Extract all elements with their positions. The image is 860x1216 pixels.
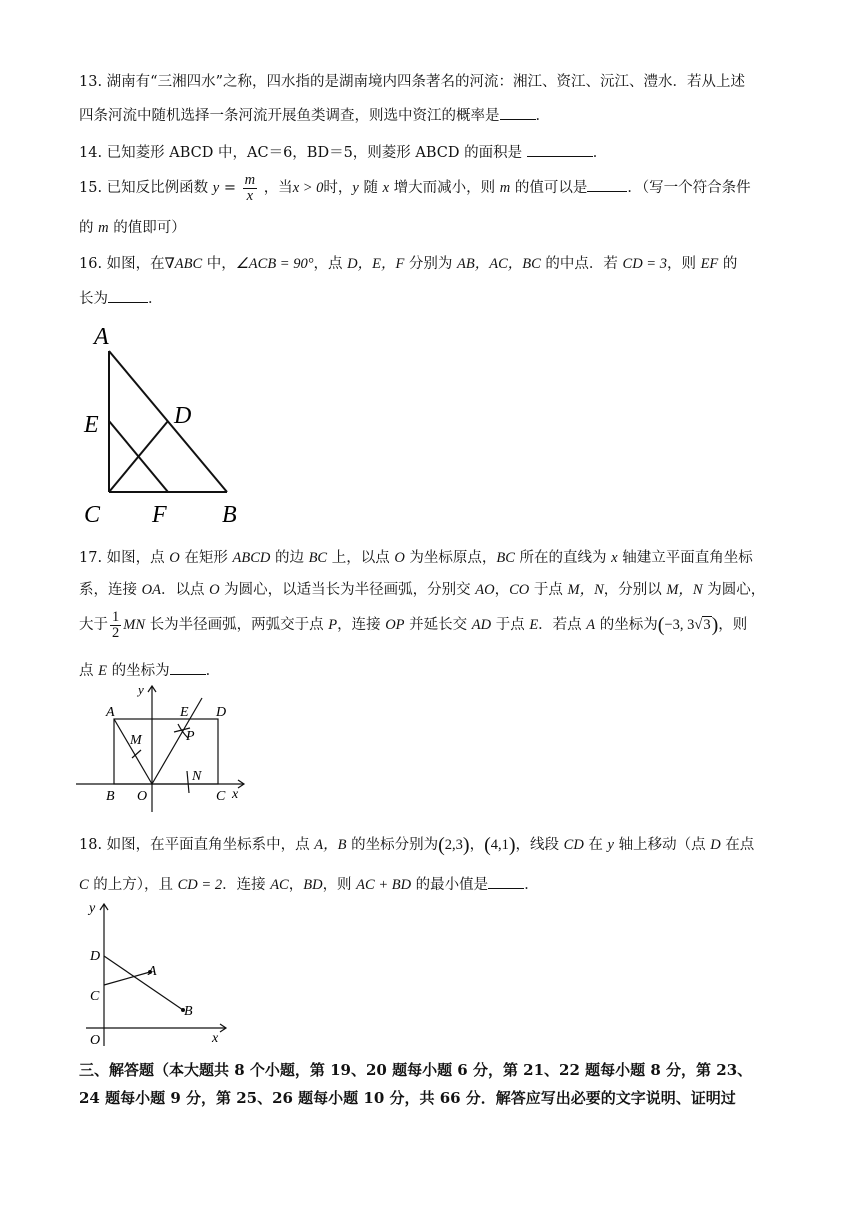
q18-sum: AC + BD	[356, 877, 412, 893]
q16-pts: D，E，F	[347, 256, 405, 272]
q17-o2: O	[394, 550, 405, 566]
label-a: A	[148, 964, 157, 979]
q15-cond: x > 0	[292, 180, 324, 196]
q17-x1: x	[611, 550, 618, 566]
q18-line1e: 轴上移动（点	[613, 837, 711, 853]
q17-line1c: 的边	[270, 550, 309, 566]
q15-end: ．（写一个符合条件	[627, 180, 751, 196]
label-c: C	[90, 989, 100, 1004]
q16-mid2: ，点	[313, 256, 348, 272]
q14-answer-blank	[527, 142, 593, 157]
q17-line1e: 为坐标原点，	[404, 550, 497, 566]
q18-paren-b-open: (	[484, 834, 491, 856]
q17-ad: AD	[471, 617, 492, 633]
q17-line2d: ，	[494, 582, 510, 598]
q15-fraction	[243, 173, 257, 204]
q17-line2	[79, 580, 786, 600]
q17-line2g: 为圆心，	[702, 582, 766, 598]
q17-mn2: M，N	[666, 582, 703, 598]
rectangle-abcd	[114, 719, 218, 784]
q17-coord-a-text: −3, 3	[664, 617, 695, 633]
label-d: D	[216, 705, 227, 720]
q17-line1a: 17. 如图，点	[79, 550, 170, 566]
q16-answer-blank	[108, 288, 148, 303]
label-a: A	[94, 324, 109, 350]
q18-line2f: 的最小值是	[411, 877, 489, 893]
q15-mid1: ，当	[263, 180, 293, 196]
q18-paren-b-close: )	[508, 834, 516, 856]
q15-mid3: 随	[358, 180, 383, 196]
arc-mark-n	[187, 771, 189, 793]
q17-a: A	[586, 617, 596, 633]
q13-line2	[79, 105, 786, 126]
q18-bd: BD	[303, 877, 323, 893]
q17-answer-blank	[170, 660, 206, 675]
label-d: D	[90, 949, 101, 964]
q17-line3	[79, 606, 786, 644]
q14-text: 14. 已知菱形 ABCD 中，AC＝6，BD＝5，则菱形 ABCD 的面积是	[79, 145, 523, 161]
q17-line2e: 于点	[529, 582, 568, 598]
q18-line1	[79, 832, 786, 858]
q16-ef: EF	[700, 256, 719, 272]
q17-line3g: 的坐标为	[595, 617, 658, 633]
q14-line	[79, 142, 786, 163]
q15-mid5: 的值可以是	[510, 180, 588, 196]
q17-bc2: BC	[496, 550, 515, 566]
q17-p: P	[328, 617, 338, 633]
label-b: B	[184, 1004, 193, 1019]
q18-line1f: 在点	[720, 837, 755, 853]
q16-line2: 长为	[79, 291, 108, 307]
q16-tri-symbol: ∇	[164, 256, 175, 272]
q18-ab: A，B	[314, 837, 347, 853]
label-o: O	[90, 1033, 101, 1048]
q18-line2c: ．连接	[222, 877, 271, 893]
label-e: E	[84, 412, 99, 438]
q15-line1	[79, 170, 786, 206]
q17-rectangle-figure	[76, 680, 256, 812]
q17-line1	[79, 548, 786, 568]
q17-line2b: ．以点	[160, 582, 210, 598]
q18-sep: ，	[469, 837, 485, 853]
q18-paren-a-open: (	[438, 834, 445, 856]
q17-line3e: 于点	[491, 617, 530, 633]
label-n: N	[192, 769, 202, 784]
q16-mid4: 的中点．若	[540, 256, 623, 272]
q17-o3: O	[209, 582, 220, 598]
axis-label-y: y	[138, 682, 144, 697]
q15-mv: m	[499, 180, 511, 196]
q17-e: E	[529, 617, 539, 633]
q17-line2a: 系，连接	[79, 582, 142, 598]
q18-coordinate-figure	[86, 898, 236, 1048]
q17-half-num: 1	[112, 608, 120, 625]
q17-line1g: 轴建立平面直角坐标	[617, 550, 753, 566]
q16-mid5: ，则	[666, 256, 701, 272]
q17-e2: E	[98, 663, 107, 679]
q14-end: ．	[592, 145, 608, 161]
q17-line3h: ，则	[718, 617, 748, 633]
label-c: C	[84, 502, 101, 528]
q18-line1b: 的坐标分别为	[346, 837, 439, 853]
q18-line2e: ，则	[322, 877, 357, 893]
q17-coord-a: −3, 3√3	[664, 617, 711, 633]
q17-paren-open: (	[657, 614, 665, 636]
q13-end: ．	[535, 108, 550, 124]
q17-coord-rad: 3	[703, 617, 711, 633]
q13-line1: 13. 湖南有“三湘四水”之称，四水指的是湖南境内四条著名的河流：湘江、资江、沅江、澧水．若从上述	[79, 74, 745, 90]
label-a: A	[106, 705, 115, 720]
q13-line2-text: 四条河流中随机选择一条河流开展鱼类调查，则选中资江的概率是	[79, 108, 500, 124]
q16-cd: CD = 3	[622, 256, 667, 272]
q17-abcd: ABCD	[232, 550, 271, 566]
q17-line3a: 大于	[79, 617, 108, 633]
q18-line1d: 在	[583, 837, 608, 853]
q17-line1b: 在矩形	[179, 550, 233, 566]
q18-ac: AC	[270, 877, 289, 893]
label-m: M	[130, 733, 142, 748]
q16-mid6: 的	[718, 256, 738, 272]
q16-mid3: 分别为	[404, 256, 458, 272]
axis-label-y: y	[89, 901, 96, 916]
q15-frac-den: x	[246, 187, 254, 204]
q16-mid1: 中，	[202, 256, 236, 272]
q16-line2	[79, 288, 786, 309]
q18-answer-blank	[488, 874, 524, 889]
label-o: O	[137, 789, 148, 804]
q17-line4	[79, 660, 786, 681]
q17-oa: OA	[141, 582, 161, 598]
q18-line1a: 18. 如图，在平面直角坐标系中，点	[79, 837, 315, 853]
q16-triangle-figure	[78, 322, 258, 528]
q17-line2f: ，分别以	[603, 582, 667, 598]
q13-answer-blank	[500, 105, 536, 120]
q17-line3c: ，连接	[337, 617, 386, 633]
q16-pre: 16. 如图，在	[79, 256, 165, 272]
q16-line1	[79, 254, 786, 274]
section3-line1: 三、解答题（本大题共 8 个小题，第 19、20 题每小题 6 分，第 21、22 题每小题 8 分，第 23、	[79, 1061, 753, 1079]
axis-label-x: x	[232, 787, 239, 802]
q15-mid2: 时，	[323, 180, 353, 196]
section3-line2: 24 题每小题 9 分，第 25、26 题每小题 10 分，共 66 分．解答应写出必要的文字说明、证明过	[79, 1089, 736, 1107]
q17-line3b: 长为半径画弧，两弧交于点	[145, 617, 329, 633]
q17-line3f: ．若点	[538, 617, 587, 633]
segment-db	[104, 956, 183, 1010]
q16-end: ．	[148, 291, 163, 307]
q18-end: ．	[524, 877, 539, 893]
q15-xv: x	[382, 180, 390, 196]
q17-line4b: 的坐标为	[106, 663, 170, 679]
label-b: B	[222, 502, 237, 528]
q17-op: OP	[385, 617, 405, 633]
q15-line2b: 的值即可）	[108, 220, 186, 236]
q18-paren-a-close: )	[462, 834, 470, 856]
q17-line4a: 点	[79, 663, 99, 679]
q15-mid4: 增大而减小，则	[389, 180, 500, 196]
q15-line2	[79, 218, 786, 238]
axis-label-x: x	[212, 1031, 219, 1046]
label-b: B	[106, 789, 115, 804]
q18-line2b: 的上方），且	[88, 877, 178, 893]
q18-line2d: ，	[288, 877, 304, 893]
q18-line2	[79, 874, 786, 895]
q16-segs: AB，AC，BC	[457, 256, 541, 272]
q17-half-fraction	[110, 610, 121, 641]
q17-end: ．	[205, 663, 221, 679]
q18-yv: y	[607, 837, 614, 853]
q18-coord-a: 2,3	[444, 837, 463, 853]
q17-ao: AO	[475, 582, 495, 598]
q17-line3d: 并延长交	[404, 617, 472, 633]
q17-mn1: M，N	[567, 582, 604, 598]
q17-co: CO	[509, 582, 530, 598]
q17-line1d: 上，以点	[327, 550, 395, 566]
q16-angle: ∠ACB = 90°	[235, 256, 314, 272]
q18-line1c: ，线段	[515, 837, 564, 853]
q15-answer-blank	[587, 177, 627, 192]
q17-bc: BC	[308, 550, 328, 566]
label-p: P	[186, 729, 195, 744]
q15-frac-num: m	[244, 171, 256, 188]
q15-line2m: m	[98, 220, 109, 236]
q15-y: y	[212, 180, 220, 196]
label-d: D	[174, 403, 192, 429]
q15-line2a: 的	[79, 220, 99, 236]
q17-half-den: 2	[112, 624, 120, 641]
q17-paren-close: )	[711, 614, 719, 636]
q18-line2a: C	[79, 877, 89, 893]
q16-abc: ABC	[174, 256, 203, 272]
q15-pre: 15. 已知反比例函数	[79, 180, 209, 196]
q18-d: D	[710, 837, 721, 853]
q17-mn3: MN	[123, 617, 145, 633]
q15-eq: =	[219, 180, 241, 196]
label-f: F	[152, 502, 167, 528]
q18-coord-b: 4,1	[490, 837, 509, 853]
segment-oa	[114, 719, 152, 784]
label-c: C	[216, 789, 226, 804]
q17-o1: O	[169, 550, 180, 566]
q17-line2c: 为圆心，以适当长为半径画弧，分别交	[219, 582, 476, 598]
q18-cd: CD	[563, 837, 584, 853]
label-e: E	[180, 705, 189, 720]
q15-yv: y	[352, 180, 359, 196]
q18-cd2: CD = 2	[177, 877, 223, 893]
q17-line1f: 所在的直线为	[514, 550, 612, 566]
